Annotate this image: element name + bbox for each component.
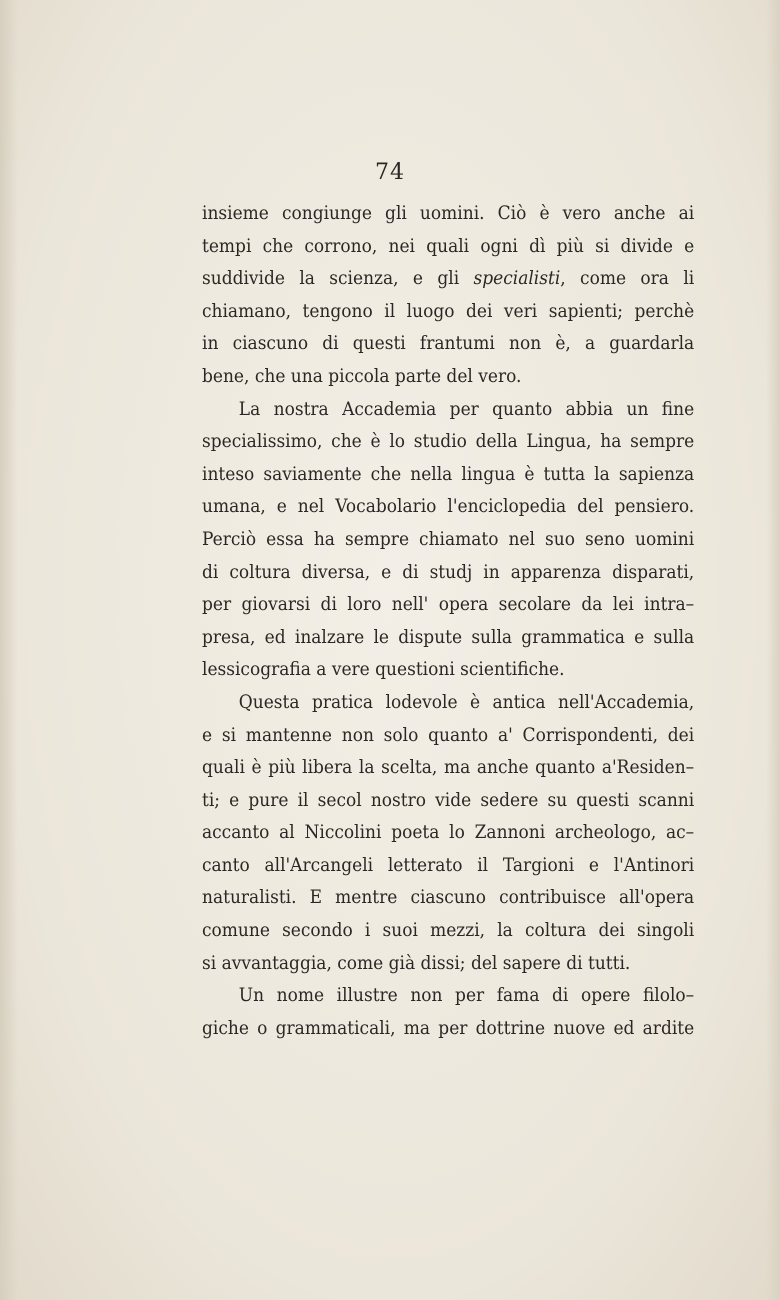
paragraph-first-line: Un nome illustre non per fama di opere filolo– — [238, 985, 695, 1007]
text-line: inteso saviamente che nella lingua è tutta la sapienza — [202, 463, 695, 485]
text-line: naturalisti. E mentre ciascuno contribuisce all'opera — [202, 887, 695, 909]
text-line: presa, ed inalzare le dispute sulla grammatica e sulla — [202, 626, 695, 648]
paragraph-first-line: Questa pratica lodevole è antica nell'Accademia, — [238, 691, 695, 713]
page-number: 74 — [375, 160, 405, 185]
text-line: umana, e nel Vocabolario l'enciclopedia del pensiero. — [202, 496, 695, 518]
body-text — [202, 198, 694, 1045]
text-line: ti; e pure il secol nostro vide sedere su questi scanni — [202, 789, 695, 811]
text-line-end: , come ora li — [560, 268, 695, 290]
text-line: comune secondo i suoi mezzi, la coltura dei singoli — [202, 920, 695, 942]
italic-term: specialisti — [473, 268, 561, 290]
text-line: si avvantaggia, come già dissi; del sapere di tutti. — [202, 952, 631, 974]
text-line: insieme congiunge gli uomini. Ciò è vero anche ai — [202, 203, 695, 224]
text-line: per giovarsi di loro nell' opera secolare da lei intra– — [202, 594, 695, 616]
page-edge-left — [0, 0, 18, 1300]
page-edge-right — [766, 0, 780, 1300]
text-line: bene, che una piccola parte del vero. — [202, 365, 522, 387]
paragraph-first-line: La nostra Accademia per quanto abbia un fine — [238, 398, 695, 420]
text-line: e si mantenne non solo quanto a' Corrispondenti, dei — [202, 724, 695, 746]
text-line: specialissimo, che è lo studio della Lingua, ha sempre — [202, 431, 695, 453]
text-line: tempi che corrono, nei quali ogni dì più si divide e — [202, 235, 695, 257]
text-line-start: suddivide la scienza, e gli — [202, 268, 474, 290]
text-line: chiamano, tengono il luogo dei veri sapienti; perchè — [202, 300, 695, 322]
text-line: canto all'Arcangeli letterato il Targioni e l'Antinori — [202, 854, 695, 876]
text-line: quali è più libera la scelta, ma anche quanto a'Residen– — [202, 757, 695, 779]
text-line: in ciascuno di questi frantumi non è, a guardarla — [202, 333, 695, 355]
text-line: giche o grammaticali, ma per dottrine nuove ed ardite — [202, 1017, 695, 1039]
text-line: Perciò essa ha sempre chiamato nel suo seno uomini — [202, 528, 695, 550]
text-line — [202, 263, 694, 296]
text-line: lessicografia a vere questioni scientifiche. — [202, 659, 565, 681]
text-line: accanto al Niccolini poeta lo Zannoni archeologo, ac– — [202, 822, 695, 844]
text-line: di coltura diversa, e di studj in apparenza disparati, — [202, 561, 695, 583]
